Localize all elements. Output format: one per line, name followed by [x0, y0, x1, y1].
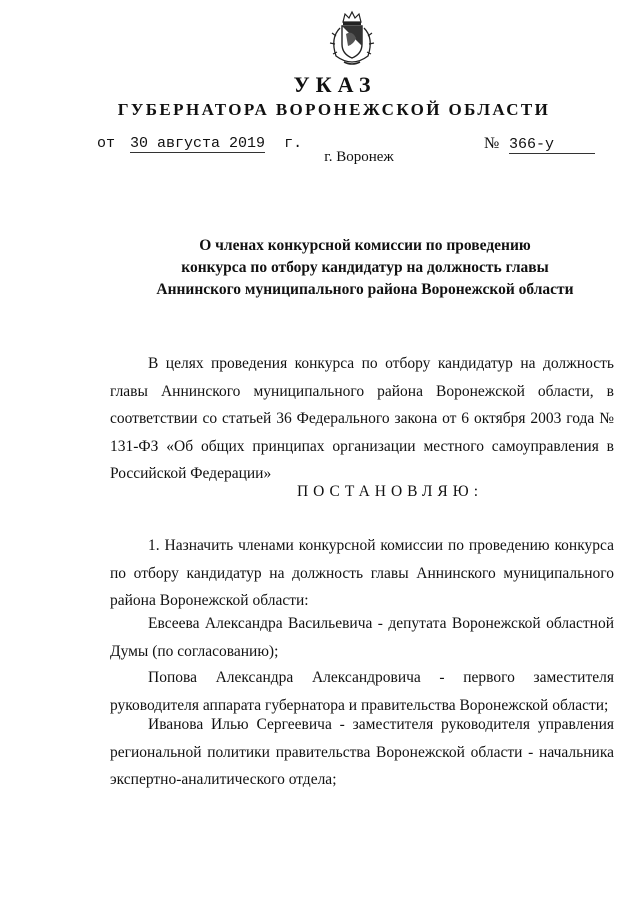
member-text: Евсеева Александра Васильевича - депутата Воронежской областной Думы (по согласованию);	[110, 615, 614, 660]
title-line: О членах конкурсной комиссии по проведению	[199, 237, 531, 254]
item-1-text: 1. Назначить членами конкурсной комиссии по проведению конкурса по отбору кандидатур на должность главы Аннинского муниципального района Воронежской области:	[110, 537, 614, 609]
member-paragraph	[110, 610, 614, 665]
item-1-paragraph	[110, 532, 614, 615]
number-sign: №	[484, 135, 500, 152]
issuer-title: ГУБЕРНАТОРА ВОРОНЕЖСКОЙ ОБЛАСТИ	[117, 100, 551, 119]
title-line: Аннинского муниципального района Воронежской области	[156, 281, 574, 298]
date-suffix: г.	[284, 135, 303, 152]
member-text: Иванова Илью Сергеевича - заместителя руководителя управления региональной политики правительства Воронежской области - начальника экспертно-аналитического отдела;	[110, 716, 614, 788]
city-name: г. Воронеж	[324, 149, 394, 165]
document-type: УКАЗ	[293, 72, 377, 97]
decree-word: ПОСТАНОВЛЯЮ:	[296, 483, 484, 500]
decree-number: 366-у	[509, 136, 595, 154]
preamble-paragraph	[110, 350, 614, 488]
decree-title	[100, 235, 630, 301]
decree-date: 30 августа 2019	[130, 135, 266, 152]
coat-of-arms-icon	[324, 8, 380, 68]
member-paragraph	[110, 711, 614, 794]
date-prefix: от	[97, 135, 116, 152]
coat-of-arms-emblem	[324, 8, 380, 68]
preamble-text: В целях проведения конкурса по отбору кандидатур на должность главы Аннинского муниципального района Воронежской области, в соответствии со статьей 36 Федерального закона от 6 октября 2003 года № 131-ФЗ «Об общих принципах организации местного самоуправления в Российской Федерации»	[110, 355, 614, 482]
member-text: Попова Александра Александровича - первого заместителя руководителя аппарата губернатора и правительства Воронежской области;	[110, 669, 614, 714]
title-line: конкурса по отбору кандидатур на должность главы	[181, 259, 549, 276]
